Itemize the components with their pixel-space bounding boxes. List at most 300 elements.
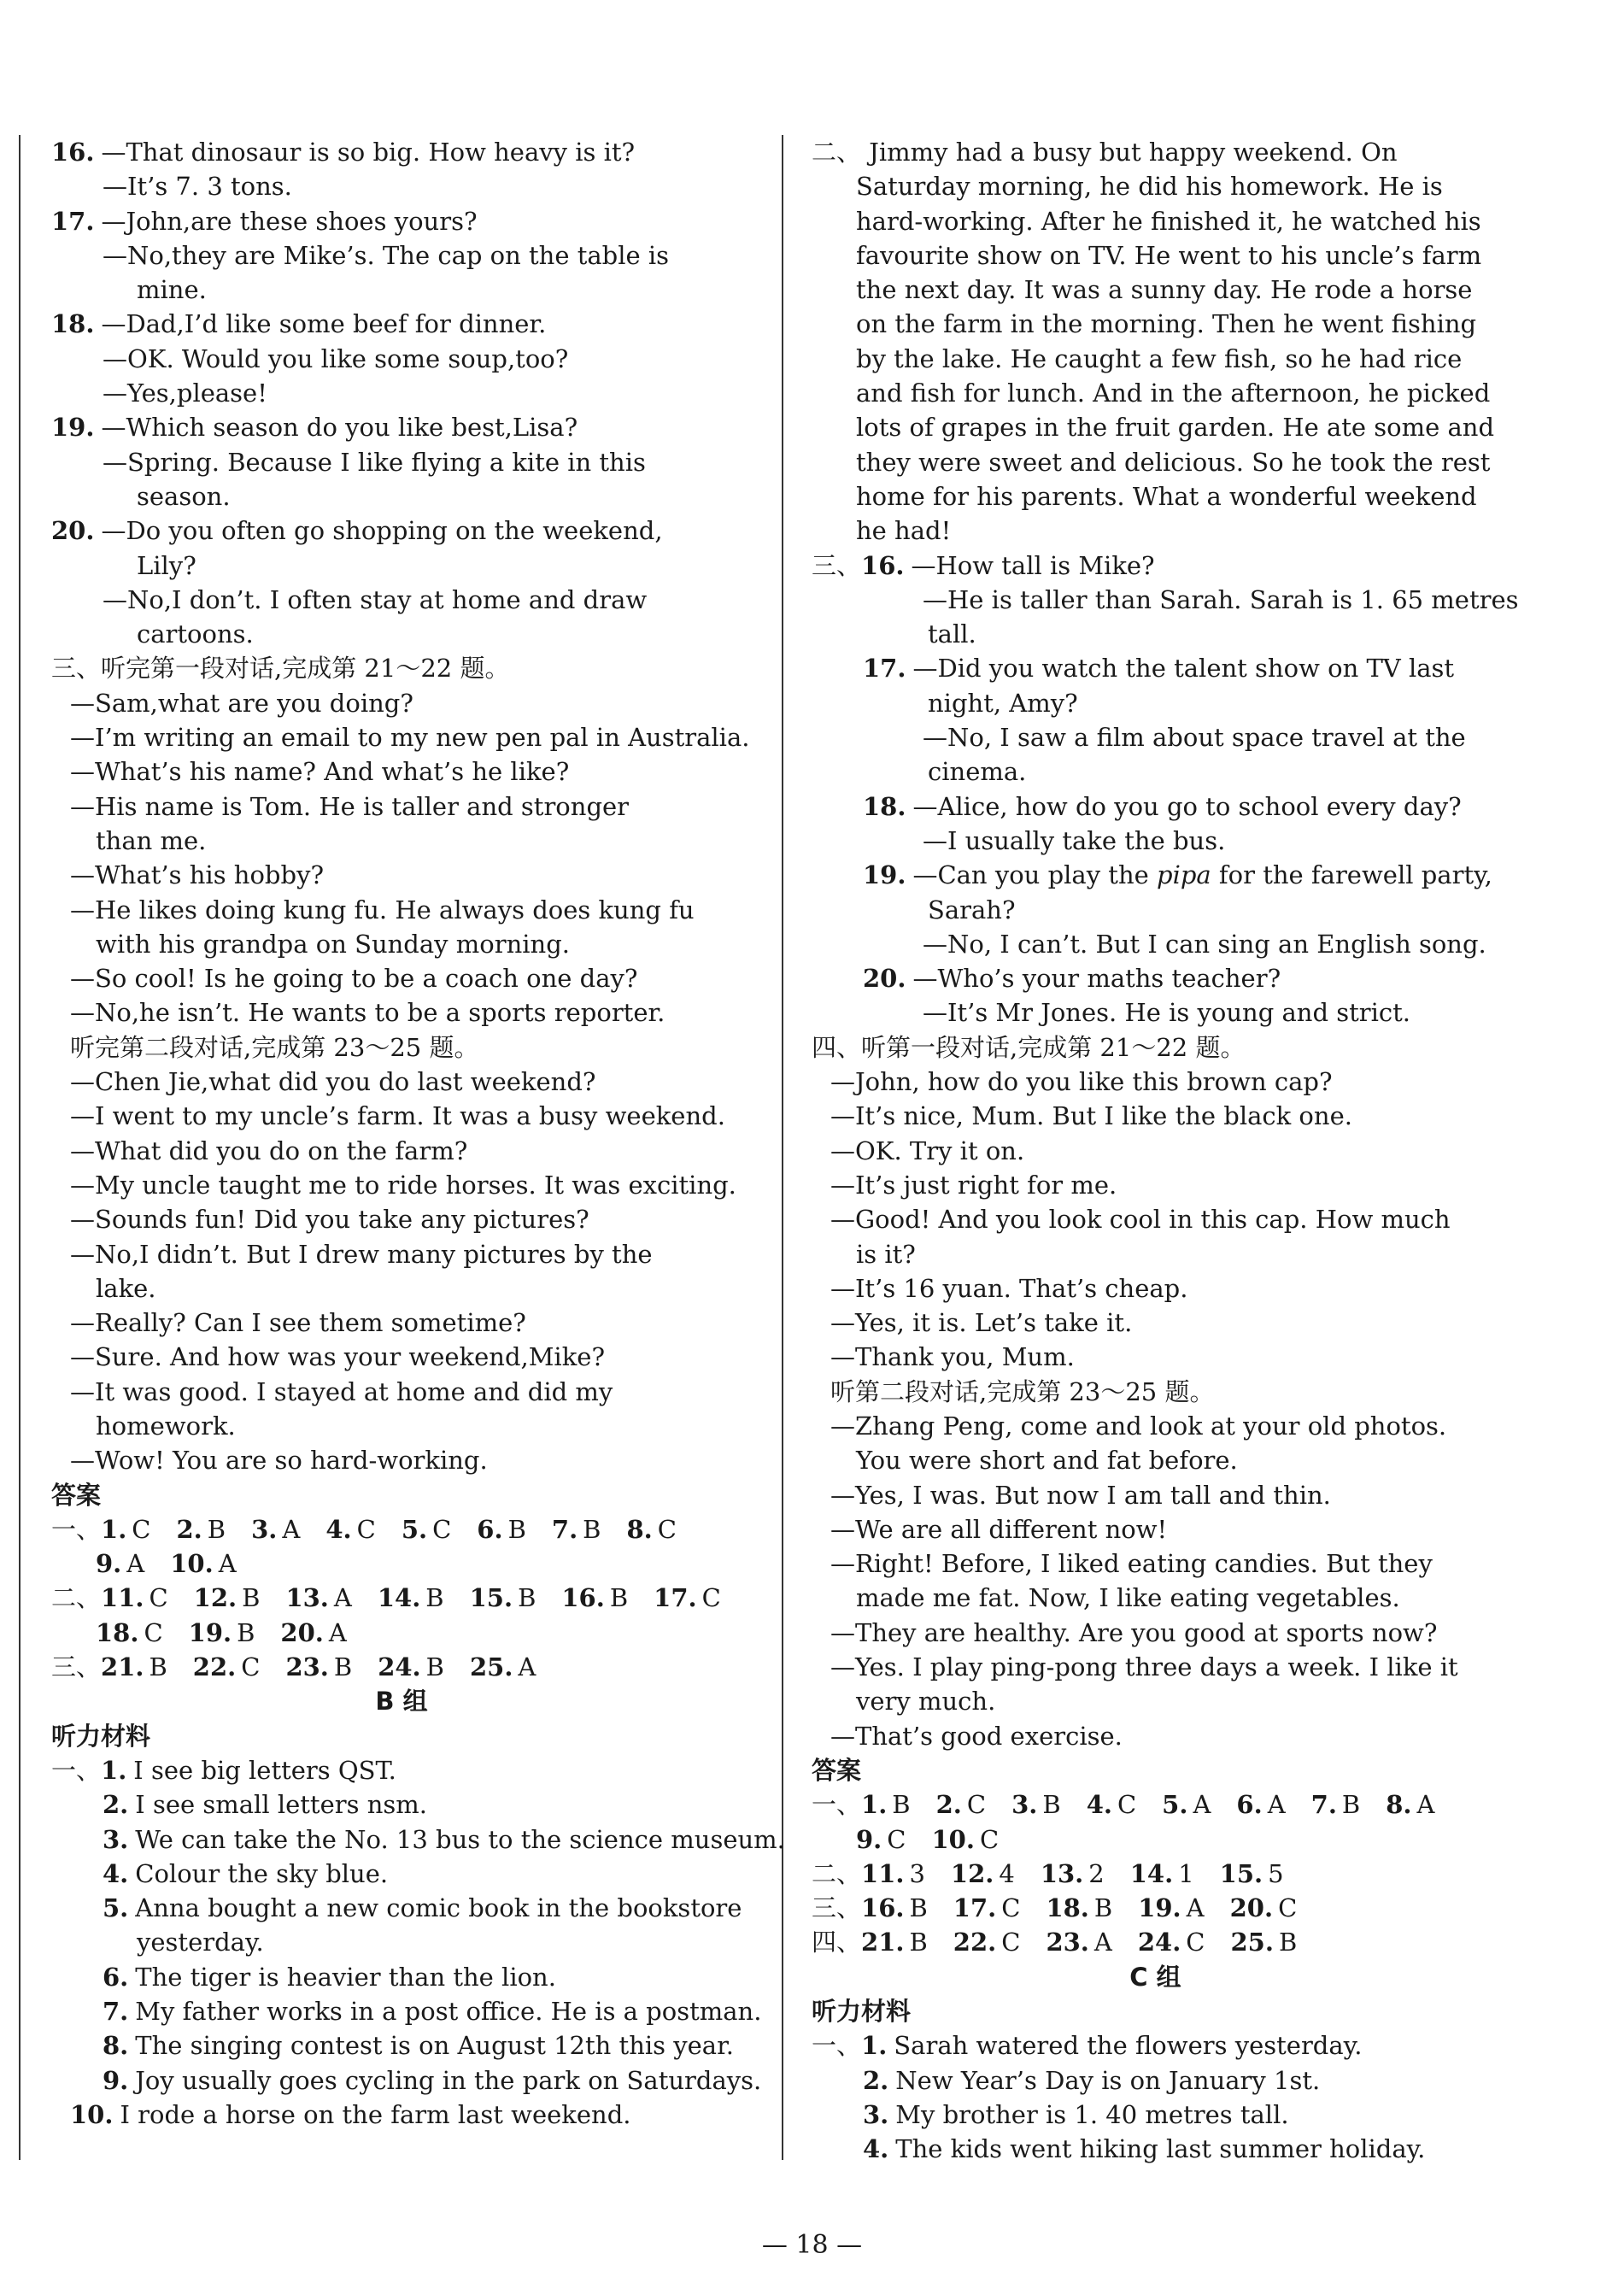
- line-text: —It’s 16 yuan. That’s cheap.: [830, 1273, 1188, 1303]
- answer-number: 11.: [861, 1858, 905, 1888]
- text-line: [812, 513, 1499, 548]
- answer-number: 20.: [1229, 1893, 1274, 1923]
- line-text: —No,they are Mike’s. The cap on the table is: [103, 240, 670, 270]
- line-text: 二、 Jimmy had a busy but happy weekend. On: [812, 138, 1398, 167]
- answer-choice: A: [1193, 1790, 1211, 1820]
- text-line: [51, 1237, 752, 1271]
- answer-choice: C: [966, 1790, 987, 1820]
- answer-number: 6.: [477, 1514, 503, 1544]
- answer-item: [1138, 1925, 1205, 1959]
- text-line: [812, 824, 1499, 858]
- text-line: [51, 961, 752, 995]
- answer-number: 12.: [950, 1858, 994, 1888]
- line-text: I see small letters nsm.: [135, 1790, 427, 1820]
- answer-item: [470, 1581, 536, 1615]
- question-number: 2.: [103, 1790, 129, 1820]
- line-text: Joy usually goes cycling in the park on Saturdays.: [135, 2065, 762, 2095]
- text-line: [812, 1271, 1499, 1306]
- text-line: [812, 789, 1499, 824]
- answer-item: [402, 1512, 451, 1546]
- text-line: [812, 1581, 1499, 1615]
- line-text: —Wow! You are so hard-working.: [70, 1446, 488, 1476]
- line-text: —Right! Before, I liked eating candies. But they: [830, 1549, 1433, 1579]
- text-line: [51, 1168, 752, 1202]
- line-text: —Alice, how do you go to school every day?: [912, 791, 1462, 821]
- question-number: 4.: [103, 1858, 129, 1888]
- text-line: [812, 1168, 1499, 1202]
- text-line: [51, 307, 752, 341]
- text-line: [812, 893, 1499, 927]
- text-line: [812, 1340, 1499, 1374]
- answer-item: [561, 1581, 628, 1615]
- answer-number: 17.: [953, 1893, 997, 1923]
- listening-heading: 听力材料: [812, 1997, 912, 2027]
- question-number: 16.: [51, 138, 95, 167]
- line-text: he had!: [856, 516, 952, 546]
- answer-number: 22.: [953, 1928, 997, 1957]
- text-line: [812, 273, 1499, 307]
- text-line: [51, 1960, 752, 1994]
- answer-choice: B: [909, 1893, 928, 1923]
- line-text: on the farm in the morning. Then he went fishing: [856, 309, 1477, 339]
- answer-number: 25.: [1230, 1928, 1274, 1957]
- answer-item: [1386, 1787, 1434, 1822]
- text-line: [51, 754, 752, 789]
- text-line: [51, 169, 752, 203]
- answer-number: 12.: [193, 1583, 237, 1613]
- line-text: —He likes doing kung fu. He always does kung fu: [70, 895, 695, 924]
- answer-choice: 5: [1268, 1858, 1284, 1888]
- right-column: [812, 135, 1519, 2167]
- text-line: [812, 1719, 1499, 1753]
- text-line: [812, 1478, 1499, 1512]
- line-text: —It’s just right for me.: [830, 1170, 1117, 1200]
- answer-row: [51, 1546, 752, 1581]
- text-line: [812, 1443, 1499, 1477]
- answer-row: [51, 1581, 752, 1615]
- answer-choice: A: [518, 1652, 536, 1682]
- text-line: [51, 342, 752, 376]
- line-text: —Thank you, Mum.: [830, 1342, 1075, 1372]
- question-number: 8.: [103, 2031, 129, 2061]
- line-text: —Zhang Peng, come and look at your old photos.: [830, 1411, 1447, 1441]
- line-text: than me.: [96, 825, 207, 855]
- text-line: [51, 651, 752, 685]
- answer-item: [378, 1581, 444, 1615]
- answer-number: 2.: [935, 1790, 962, 1820]
- answer-item: [1138, 1891, 1204, 1925]
- answer-choice: A: [282, 1514, 301, 1544]
- text-line: [812, 307, 1499, 341]
- question-number: 20.: [863, 964, 906, 994]
- text-line: [812, 135, 1499, 169]
- answer-choice: B: [507, 1514, 526, 1544]
- answer-choice: C: [1186, 1928, 1205, 1957]
- text-line: [812, 2132, 1499, 2166]
- line-text: —Yes. I play ping-pong three days a week. I like it: [830, 1652, 1458, 1682]
- answer-number: 5.: [401, 1514, 428, 1544]
- answer-item: [1087, 1787, 1136, 1822]
- answer-choice: C: [356, 1514, 376, 1544]
- answer-choice: C: [144, 1617, 163, 1647]
- line-text: made me fat. Now, I like eating vegetables.: [856, 1583, 1400, 1613]
- answer-item: [1231, 1925, 1298, 1959]
- text-line: [51, 1202, 752, 1236]
- answer-item: [654, 1581, 721, 1615]
- text-line: [51, 1753, 752, 1787]
- answer-item: [251, 1512, 300, 1546]
- text-line: [812, 2028, 1499, 2063]
- text-line: [51, 789, 752, 824]
- text-line: [51, 927, 752, 961]
- answer-number: 24.: [1137, 1928, 1181, 1957]
- text-line: [812, 549, 1499, 583]
- question-number: 9.: [103, 2065, 129, 2095]
- text-line: [51, 1340, 752, 1374]
- section-prefix: 三、: [812, 550, 862, 580]
- line-text: —Which season do you like best,Lisa?: [101, 413, 578, 443]
- answers-heading: 答案: [51, 1480, 102, 1510]
- question-number: 7.: [103, 1997, 129, 2027]
- text-line: [51, 583, 752, 617]
- answer-choice: A: [218, 1549, 237, 1579]
- answer-number: 13.: [1040, 1858, 1084, 1888]
- line-text: —Yes, it is. Let’s take it.: [830, 1308, 1133, 1338]
- answer-item: [861, 1787, 911, 1822]
- text-line: [812, 376, 1499, 410]
- answer-choice: A: [333, 1583, 352, 1613]
- line-text: yesterday.: [137, 1928, 264, 1957]
- answer-item: [378, 1650, 444, 1684]
- line-text: The kids went hiking last summer holiday.: [895, 2134, 1426, 2164]
- line-text: —John,are these shoes yours?: [101, 206, 478, 236]
- text-line: [812, 2063, 1499, 2098]
- answer-number: 18.: [1046, 1893, 1089, 1923]
- answer-item: [626, 1512, 676, 1546]
- answer-choice: A: [1093, 1928, 1112, 1957]
- line-text: My father works in a post office. He is a postman.: [135, 1997, 762, 2027]
- answer-item: [285, 1650, 352, 1684]
- answer-item: [936, 1787, 986, 1822]
- text-line: [51, 1306, 752, 1340]
- line-text: tall.: [928, 619, 976, 649]
- answer-item: [1041, 1857, 1105, 1891]
- answer-item: [101, 1512, 150, 1546]
- answer-item: [861, 1925, 928, 1959]
- answer-choice: C: [887, 1824, 906, 1854]
- line-text: We can take the No. 13 bus to the science museum.: [135, 1824, 785, 1854]
- line-text: —What’s his name? And what’s he like?: [70, 757, 570, 787]
- question-number: 19.: [863, 860, 906, 890]
- text-line: [812, 927, 1499, 961]
- text-line: [51, 858, 752, 892]
- answer-number: 23.: [285, 1652, 329, 1682]
- question-number: 18.: [51, 309, 95, 339]
- question-number: 3.: [103, 1824, 129, 1854]
- text-line: [51, 445, 752, 479]
- answer-choice: C: [1001, 1928, 1021, 1957]
- text-line: [812, 1409, 1499, 1443]
- answer-item: [1011, 1787, 1061, 1822]
- line-text: —We are all different now!: [830, 1514, 1168, 1544]
- answer-number: 18.: [96, 1617, 139, 1647]
- line-text: —No, I can’t. But I can sing an English song.: [923, 929, 1486, 959]
- answer-choice: C: [979, 1824, 1000, 1854]
- answer-row: [51, 1650, 752, 1684]
- question-number: 17.: [863, 654, 906, 684]
- answer-number: 15.: [1219, 1858, 1263, 1888]
- line-text: —What’s his hobby?: [70, 860, 324, 890]
- answer-choice: 4: [999, 1858, 1015, 1888]
- answer-item: [96, 1546, 144, 1581]
- line-text: —OK. Try it on.: [830, 1136, 1025, 1165]
- line-text: —It’s 7. 3 tons.: [103, 172, 292, 202]
- line-text: home for his parents. What a wonderful weekend: [856, 481, 1477, 511]
- answer-item: [1311, 1787, 1361, 1822]
- answer-item: [1236, 1787, 1285, 1822]
- text-line: [51, 1857, 752, 1891]
- line-text: —It was good. I stayed at home and did my: [70, 1376, 613, 1406]
- answer-item: [470, 1650, 536, 1684]
- line-text: 听第二段对话,完成第 23～25 题。: [830, 1376, 1215, 1406]
- answer-choice: A: [126, 1549, 145, 1579]
- answer-choice: B: [609, 1583, 629, 1613]
- answer-choice: B: [518, 1583, 536, 1613]
- text-line: [51, 893, 752, 927]
- line-text: New Year’s Day is on January 1st.: [895, 2065, 1321, 2095]
- text-line: [51, 1994, 762, 2028]
- answer-choice: B: [425, 1583, 444, 1613]
- answer-choice: A: [1267, 1790, 1286, 1820]
- answer-number: 9.: [96, 1549, 122, 1579]
- question-number: 17.: [51, 206, 95, 236]
- question-number: 10.: [70, 2099, 114, 2129]
- answer-choice: C: [132, 1514, 151, 1544]
- line-text: —Can you play the pipa for the farewell party,: [912, 860, 1492, 890]
- section-prefix: 三、: [812, 1893, 862, 1923]
- answer-item: [953, 1925, 1021, 1959]
- text-line: [51, 1443, 752, 1477]
- answer-choice: B: [583, 1514, 601, 1544]
- text-line: [812, 169, 1499, 203]
- answer-number: 4.: [1086, 1790, 1112, 1820]
- line-text: —John, how do you like this brown cap?: [830, 1067, 1333, 1097]
- answer-item: [189, 1616, 255, 1650]
- answer-number: 7.: [1310, 1790, 1337, 1820]
- answer-item: [96, 1616, 163, 1650]
- answer-number: 7.: [551, 1514, 578, 1544]
- answer-item: [931, 1822, 999, 1857]
- answer-number: 10.: [931, 1824, 975, 1854]
- question-number: 16.: [861, 550, 905, 580]
- answer-number: 21.: [861, 1928, 905, 1957]
- section-prefix: 一、: [51, 1755, 102, 1785]
- text-line: [51, 995, 752, 1030]
- text-line: [812, 961, 1499, 995]
- answer-number: 23.: [1046, 1928, 1089, 1957]
- answer-item: [477, 1512, 526, 1546]
- listening-heading: 听力材料: [51, 1721, 151, 1751]
- answer-item: [194, 1581, 261, 1615]
- line-text: —It’s Mr Jones. He is young and strict.: [923, 998, 1411, 1028]
- answer-item: [1220, 1857, 1284, 1891]
- answer-item: [1230, 1891, 1298, 1925]
- text-line: [51, 410, 752, 444]
- answer-number: 24.: [378, 1652, 421, 1682]
- line-text: My brother is 1. 40 metres tall.: [895, 2099, 1289, 2129]
- text-line: [812, 342, 1499, 376]
- line-text: the next day. It was a sunny day. He rode a horse: [856, 275, 1473, 305]
- text-line: [51, 2063, 762, 2098]
- question-number: 5.: [103, 1893, 129, 1923]
- answer-choice: C: [1117, 1790, 1137, 1820]
- answer-choice: 2: [1088, 1858, 1105, 1888]
- section-prefix: 一、: [812, 2031, 862, 2061]
- answer-choice: B: [333, 1652, 353, 1682]
- text-line: [51, 376, 752, 410]
- line-text: —I’m writing an email to my new pen pal in Australia.: [70, 723, 750, 753]
- answer-number: 1.: [861, 1790, 888, 1820]
- answer-number: 17.: [654, 1583, 697, 1613]
- text-line: [812, 1375, 1499, 1409]
- answer-row: [812, 1822, 1499, 1857]
- line-text: —No,I don’t. I often stay at home and draw: [103, 584, 648, 614]
- line-text: Lily?: [137, 550, 196, 580]
- line-text: cinema.: [928, 757, 1027, 787]
- answer-choice: C: [701, 1583, 721, 1613]
- text-line: [812, 479, 1499, 513]
- answer-number: 19.: [1138, 1893, 1181, 1923]
- line-text: —Sounds fun! Did you take any pictures?: [70, 1205, 589, 1235]
- line-text: season.: [137, 481, 231, 511]
- line-text: —Yes, I was. But now I am tall and thin.: [830, 1480, 1331, 1510]
- text-line: [51, 1891, 752, 1925]
- answer-choice: B: [242, 1583, 261, 1613]
- line-text: —Chen Jie,what did you do last weekend?: [70, 1067, 596, 1097]
- line-text: —His name is Tom. He is taller and stronger: [70, 791, 630, 821]
- text-line: [812, 238, 1499, 273]
- line-text: —Do you often go shopping on the weekend,: [101, 516, 663, 546]
- answer-choice: C: [657, 1514, 677, 1544]
- section-prefix: 一、: [812, 1790, 862, 1820]
- answer-number: 11.: [101, 1583, 144, 1613]
- line-text: Anna bought a new comic book in the bookstore: [135, 1893, 742, 1923]
- line-text: —Dad,I’d like some beef for dinner.: [101, 309, 547, 339]
- text-line: [51, 1099, 752, 1133]
- question-number: 19.: [51, 413, 95, 443]
- answer-row: [51, 1616, 752, 1650]
- answer-item: [280, 1616, 346, 1650]
- answer-choice: C: [149, 1583, 168, 1613]
- answer-number: 1.: [101, 1514, 127, 1544]
- answer-number: 2.: [176, 1514, 202, 1544]
- line-text: Sarah?: [928, 895, 1016, 924]
- text-line: [812, 204, 1499, 238]
- section-prefix: 一、: [51, 1514, 102, 1544]
- line-text: cartoons.: [137, 619, 254, 649]
- answer-number: 14.: [1129, 1858, 1174, 1888]
- text-line: [51, 549, 752, 583]
- answer-choice: B: [909, 1928, 928, 1957]
- answer-item: [856, 1822, 906, 1857]
- answer-choice: 1: [1178, 1858, 1194, 1888]
- answer-item: [1130, 1857, 1194, 1891]
- text-line: [812, 651, 1499, 685]
- answer-choice: 3: [909, 1858, 925, 1888]
- text-line: [812, 445, 1499, 479]
- section-prefix: 二、: [51, 1583, 102, 1613]
- answer-choice: B: [1093, 1893, 1113, 1923]
- line-text: very much.: [856, 1687, 996, 1717]
- line-text: Saturday morning, he did his homework. He is: [856, 172, 1443, 202]
- answer-number: 13.: [285, 1583, 329, 1613]
- answer-item: [101, 1581, 168, 1615]
- text-line: [51, 1409, 752, 1443]
- answer-number: 19.: [188, 1617, 232, 1647]
- answer-number: 16.: [561, 1583, 605, 1613]
- line-text: —Really? Can I see them sometime?: [70, 1308, 526, 1338]
- text-line: [812, 1306, 1499, 1340]
- answer-number: 22.: [192, 1652, 237, 1682]
- answer-row: [812, 1925, 1499, 1959]
- text-line: [812, 720, 1499, 754]
- answer-item: [177, 1512, 226, 1546]
- text-line: [51, 204, 752, 238]
- text-line: [51, 238, 752, 273]
- text-line: [51, 1065, 752, 1099]
- answer-choice: B: [1278, 1928, 1298, 1957]
- answer-row: [51, 1512, 752, 1546]
- question-number: 1.: [861, 2031, 888, 2061]
- text-line: [51, 2028, 752, 2063]
- answer-number: 8.: [1386, 1790, 1412, 1820]
- question-number: 1.: [101, 1755, 127, 1785]
- line-text: —What did you do on the farm?: [70, 1136, 468, 1165]
- answer-number: 10.: [170, 1549, 214, 1579]
- line-text: —OK. Would you like some soup,too?: [103, 343, 569, 373]
- answer-row: [812, 1857, 1499, 1891]
- text-line: [812, 1202, 1499, 1236]
- question-number: 18.: [863, 791, 906, 821]
- text-line: [812, 686, 1499, 720]
- answer-item: [861, 1891, 928, 1925]
- answer-item: [325, 1512, 375, 1546]
- question-number: 6.: [103, 1962, 129, 1992]
- answer-choice: C: [1278, 1893, 1298, 1923]
- answer-item: [1046, 1925, 1111, 1959]
- text-line: [812, 995, 1499, 1030]
- text-line: [812, 617, 1499, 651]
- text-line: [51, 1375, 752, 1409]
- line-text: —He is taller than Sarah. Sarah is 1. 65 metres: [923, 584, 1519, 614]
- text-line: [51, 1271, 752, 1306]
- text-line: [51, 2098, 752, 2132]
- line-text: —Good! And you look cool in this cap. How much: [830, 1205, 1451, 1235]
- text-line: [51, 1030, 752, 1065]
- line-text: —How tall is Mike?: [911, 550, 1155, 580]
- section-prefix: 四、: [812, 1928, 862, 1957]
- text-line: [51, 824, 752, 858]
- answer-item: [285, 1581, 351, 1615]
- text-line: [51, 1134, 752, 1168]
- text-line: [812, 583, 1519, 617]
- answer-item: [1162, 1787, 1211, 1822]
- page-number: — 18 —: [761, 2230, 863, 2260]
- group-title: C 组: [1129, 1962, 1181, 1992]
- text-line: [812, 1030, 1499, 1065]
- question-number: 4.: [863, 2134, 889, 2164]
- line-text: hard-working. After he finished it, he watched his: [856, 206, 1481, 236]
